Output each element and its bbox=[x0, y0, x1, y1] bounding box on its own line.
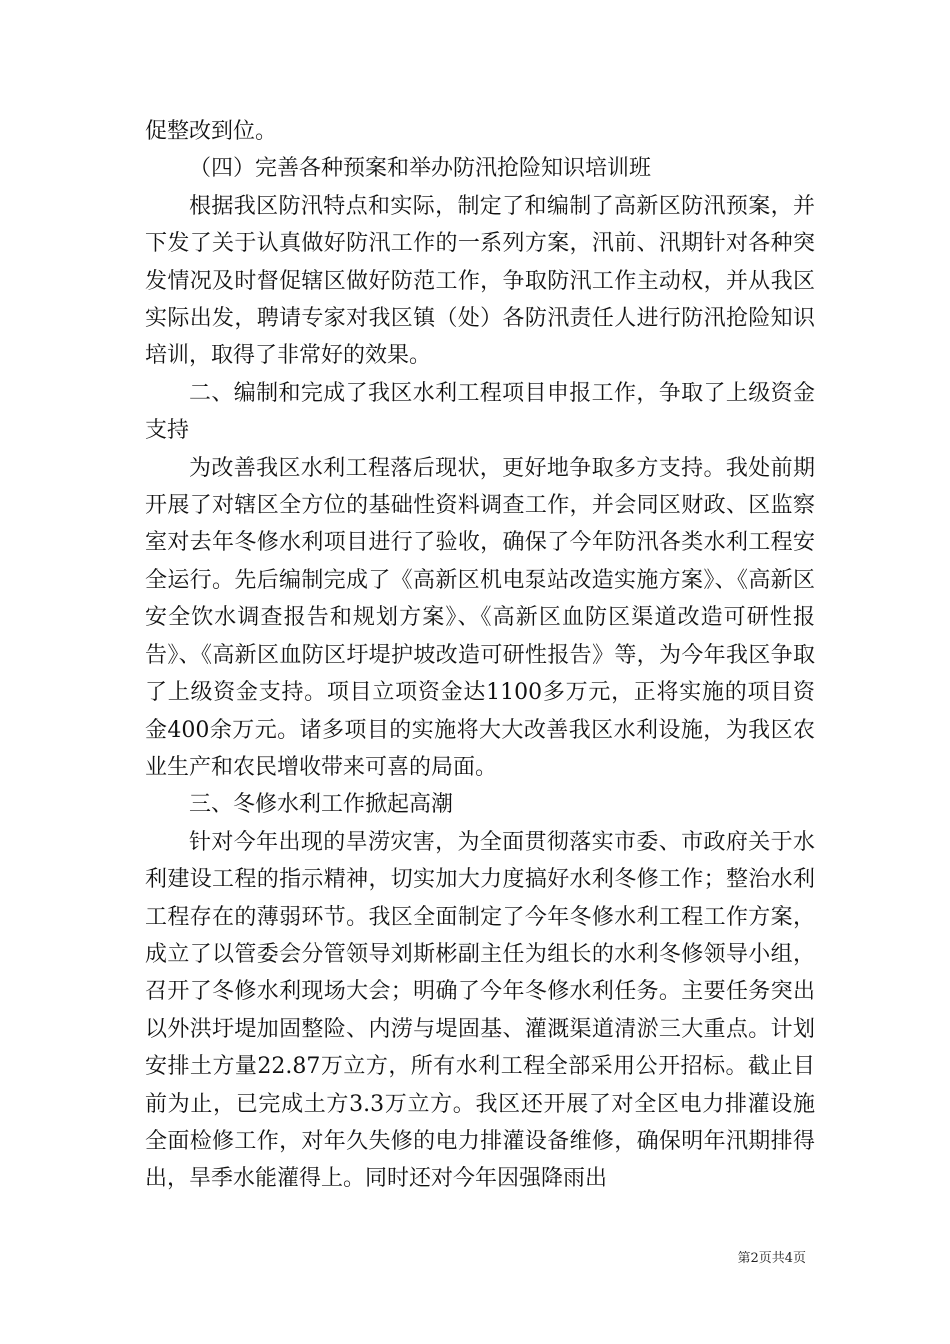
paragraph-continuation: 促整改到位。 bbox=[145, 119, 278, 144]
paragraph-project-application: 为改善我区水利工程落后现状，更好地争取多方支持。我处前期开展了对辖区全方位的基础性资料调查工作，并会同区财政、区监察室对去年冬修水利项目进行了验收，确保了今年防汛各类水利工程安全运行。先后编制完成了《高新区机电泵站改造实施方案》、《高新区安全饮水调查报告和规划方案》、《高新区血防区渠道改造可研性报告》、《高新区血防区圩堤护坡改造可研性报告》等，为今年我区争取了上级资金支持。项目立项资金达1100多万元，正将实施的项目资金400余万元。诸多项目的实施将大大改善我区水利设施，为我区农业生产和农民增收带来可喜的局面。 bbox=[145, 455, 815, 780]
section-heading-4: （四）完善各种预案和举办防汛抢险知识培训班 bbox=[189, 156, 652, 182]
paragraph-winter-repair: 针对今年出现的旱涝灾害，为全面贯彻落实市委、市政府关于水利建设工程的指示精神，切实加大力度搞好水利冬修工作；整治水利工程存在的薄弱环节。我区全面制定了今年冬修水利工程工作方案，成立了以管委会分管领导刘斯彬副主任为组长的水利冬修领导小组，召开了冬修水利现场大会；明确了今年冬修水利任务。主要任务突出以外洪圩堤加固整险、内涝与堤固基、灌溉渠道清淤三大重点。计划安排土方量22.87万立方，所有水利工程全部采用公开招标。截止目前为止，已完成土方3.3万立方。我区还开展了对全区电力排灌设施全面检修工作，对年久失修的电力排灌设备维修，确保明年汛期排得出，旱季水能灌得上。同时还对今年因强降雨出 bbox=[145, 829, 815, 1192]
page-number: 第2页共4页 bbox=[737, 1251, 806, 1266]
section-heading-2: 二、编制和完成了我区水利工程项目申报工作，争取了上级资金支持 bbox=[145, 380, 815, 444]
section-heading-3: 三、冬修水利工作掀起高潮 bbox=[189, 792, 454, 818]
document-body bbox=[145, 113, 815, 1198]
paragraph-flood-plan: 根据我区防汛特点和实际，制定了和编制了高新区防汛预案，并下发了关于认真做好防汛工作的一系列方案，汛前、汛期针对各种突发情况及时督促辖区做好防范工作，争取防汛工作主动权，并从我区实际出发，聘请专家对我区镇（处）各防汛责任人进行防汛抢险知识培训，取得了非常好的效果。 bbox=[145, 193, 815, 369]
